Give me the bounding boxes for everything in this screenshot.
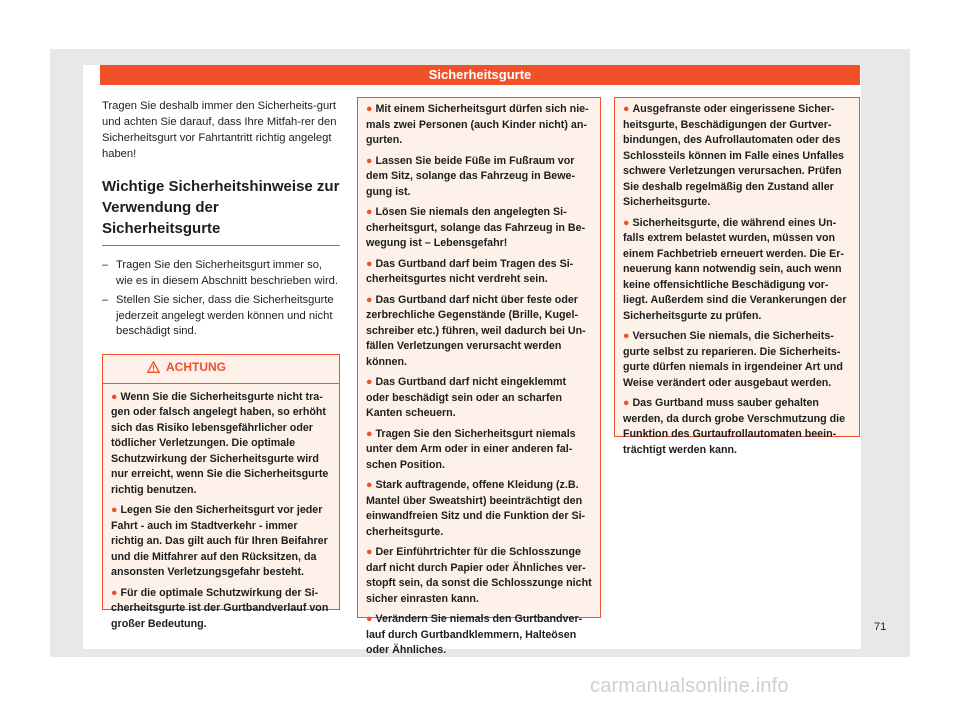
bullet-icon: ● bbox=[366, 206, 373, 218]
bullet-icon: ● bbox=[366, 293, 373, 306]
warning-box-continued bbox=[614, 97, 860, 456]
list-item bbox=[366, 205, 592, 252]
list-item bbox=[102, 258, 340, 289]
list-item-text: Lassen Sie beide Füße im Fußraum vor dem Sitz, solange das Fahrzeug in Bewe-gung ist. bbox=[366, 154, 576, 198]
list-item-text: Wenn Sie die Sicherheitsgurte nicht tra-gen oder falsch angelegt haben, so erhöht sich das Risiko lebensgefährlicher oder tödlicher Verletzungen. Die optimale Schutzwirkung der Sicherheitsgurte wird nur erreicht, wenn Sie die Sicherheitsgurte richtig benutzen. bbox=[111, 390, 329, 496]
warning-list bbox=[111, 390, 331, 633]
column-1 bbox=[102, 98, 340, 630]
list-item-text: Das Gurtband darf nicht eingeklemmt oder beschädigt sein oder an scharfen Kanten scheuern. bbox=[366, 376, 567, 419]
list-item-text: Verändern Sie niemals den Gurtbandver-lauf durch Gurtbandklemmern, Halteösen oder Ähnliches. bbox=[366, 613, 583, 656]
section-heading: Wichtige Sicherheitshinweise zur Verwendung der Sicherheitsgurte bbox=[102, 176, 340, 246]
warning-triangle-icon bbox=[147, 359, 160, 379]
section-header: Sicherheitsgurte bbox=[100, 65, 860, 85]
bullet-icon: ● bbox=[366, 613, 373, 625]
bullet-icon: ● bbox=[366, 103, 373, 115]
list-item-text: Versuchen Sie niemals, die Sicherheits-gurte selbst zu reparieren. Die Sicherheits-gurte dürfen niemals in irgendeiner Art und Weise verändert oder ausgebaut werden. bbox=[623, 330, 843, 389]
list-item-text: Stellen Sie sicher, dass die Sicherheitsgurte jederzeit angelegt werden können und nicht beschädigt sind. bbox=[116, 294, 334, 337]
warning-title-text: ACHTUNG bbox=[166, 359, 226, 374]
bullet-icon: ● bbox=[623, 397, 630, 409]
bullet-icon: ● bbox=[366, 257, 373, 270]
warning-box-continued bbox=[357, 97, 601, 656]
list-item bbox=[623, 329, 851, 391]
list-item-text: Sicherheitsgurte, die während eines Un-falls extrem belastet wurden, müssen von einem Fachbetrieb erneuert werden. Die Er-neuerung kann notwendig sein, auch wenn keine offensichtliche Beschädigung vor-liegt. Außerdem sind die Verankerungen der Sicherheitsgurte zu prüfen. bbox=[623, 216, 847, 322]
list-item bbox=[366, 545, 592, 607]
list-item bbox=[623, 216, 851, 325]
list-item bbox=[366, 375, 592, 422]
bullet-icon: ● bbox=[366, 376, 373, 388]
list-item bbox=[111, 390, 331, 499]
list-item bbox=[366, 612, 592, 659]
list-item-text: Tragen Sie den Sicherheitsgurt immer so, wie es in diesem Abschnitt beschrieben wird. bbox=[116, 259, 338, 287]
list-item-text: Stark auftragende, offene Kleidung (z.B. Mantel über Sweatshirt) beeinträchtigt den einwandfreien Sitz und die Funktion der Si-cherheitsgurte. bbox=[366, 479, 586, 538]
bullet-icon: ● bbox=[111, 390, 118, 403]
bullet-icon: ● bbox=[366, 479, 373, 491]
dash-marker: – bbox=[102, 259, 109, 271]
list-item-text: Legen Sie den Sicherheitsgurt vor jeder Fahrt - auch im Stadtverkehr - immer richtig an. Das gilt auch für Ihren Beifahrer und die Mitfahrer auf den Rücksitzen, da ansonsten Verletzungsgefahr besteht. bbox=[111, 504, 328, 578]
list-item-text: Das Gurtband darf beim Tragen des Si-cherheitsgurtes nicht verdreht sein. bbox=[366, 257, 574, 285]
bullet-icon: ● bbox=[623, 103, 630, 115]
dash-marker: – bbox=[102, 294, 109, 306]
watermark: carmanualsonline.info bbox=[590, 675, 789, 697]
list-item bbox=[366, 427, 592, 474]
intro-paragraph: Tragen Sie deshalb immer den Sicherheits-gurt und achten Sie darauf, dass Ihre Mitfah-rer den Sicherheitsgurt vor Fahrtantritt richtig angelegt haben! bbox=[102, 100, 337, 160]
warning-list bbox=[623, 102, 851, 458]
bullet-icon: ● bbox=[366, 546, 373, 558]
bullet-icon: ● bbox=[623, 330, 630, 342]
instruction-list bbox=[102, 258, 340, 340]
list-item-text: Das Gurtband darf nicht über feste oder zerbrechliche Gegenstände (Brille, Kugel-schreiber etc.) führen, weil dadurch bei Un-fällen Verletzungen verursacht werden können. bbox=[366, 293, 586, 368]
list-item-text: Lösen Sie niemals den angelegten Si-cherheitsgurt, solange das Fahrzeug in Be-wegung ist – Lebensgefahr! bbox=[366, 206, 586, 249]
list-item bbox=[366, 478, 592, 540]
column-3 bbox=[614, 98, 860, 456]
bullet-icon: ● bbox=[366, 154, 373, 167]
warning-box bbox=[102, 354, 340, 630]
list-item bbox=[366, 154, 592, 201]
list-item bbox=[623, 396, 851, 458]
list-item bbox=[366, 293, 592, 371]
list-item-text: Tragen Sie den Sicherheitsgurt niemals unter dem Arm oder in einer anderen fal-schen Position. bbox=[366, 427, 576, 471]
list-item bbox=[366, 102, 592, 149]
list-item-text: Das Gurtband muss sauber gehalten werden, da durch grobe Verschmutzung die Funktion des Gurtaufrollautomaten beein-trächtigt werden kann. bbox=[623, 397, 846, 456]
list-item-text: Mit einem Sicherheitsgurt dürfen sich nie-mals zwei Personen (auch Kinder nicht) an-gurten. bbox=[366, 103, 589, 146]
column-2 bbox=[357, 98, 601, 656]
warning-title bbox=[103, 357, 339, 384]
page-number: 71 bbox=[874, 621, 887, 633]
list-item bbox=[111, 586, 331, 633]
bullet-icon: ● bbox=[623, 216, 630, 229]
bullet-icon: ● bbox=[111, 504, 118, 516]
list-item bbox=[366, 257, 592, 288]
bullet-icon: ● bbox=[111, 586, 118, 599]
warning-list bbox=[366, 102, 592, 659]
bullet-icon: ● bbox=[366, 427, 373, 440]
list-item bbox=[102, 293, 340, 340]
list-item-text: Der Einführtrichter für die Schlosszunge darf nicht durch Papier oder Ähnliches ver-stopft sein, da sonst die Schlosszunge nicht sicher einrasten kann. bbox=[366, 546, 592, 605]
list-item-text: Für die optimale Schutzwirkung der Si-cherheitsgurte ist der Gurtbandverlauf von großer Bedeutung. bbox=[111, 586, 329, 630]
list-item-text: Ausgefranste oder eingerissene Sicher-heitsgurte, Beschädigungen der Gurtver-bindungen, des Aufrollautomaten oder des Schlossteils können im Falle eines Unfalles schwere Verletzungen verursachen. Prüfen Sie deshalb regelmäßig den Zustand aller Sicherheitsgurte. bbox=[623, 103, 844, 208]
list-item bbox=[623, 102, 851, 211]
list-item bbox=[111, 503, 331, 581]
